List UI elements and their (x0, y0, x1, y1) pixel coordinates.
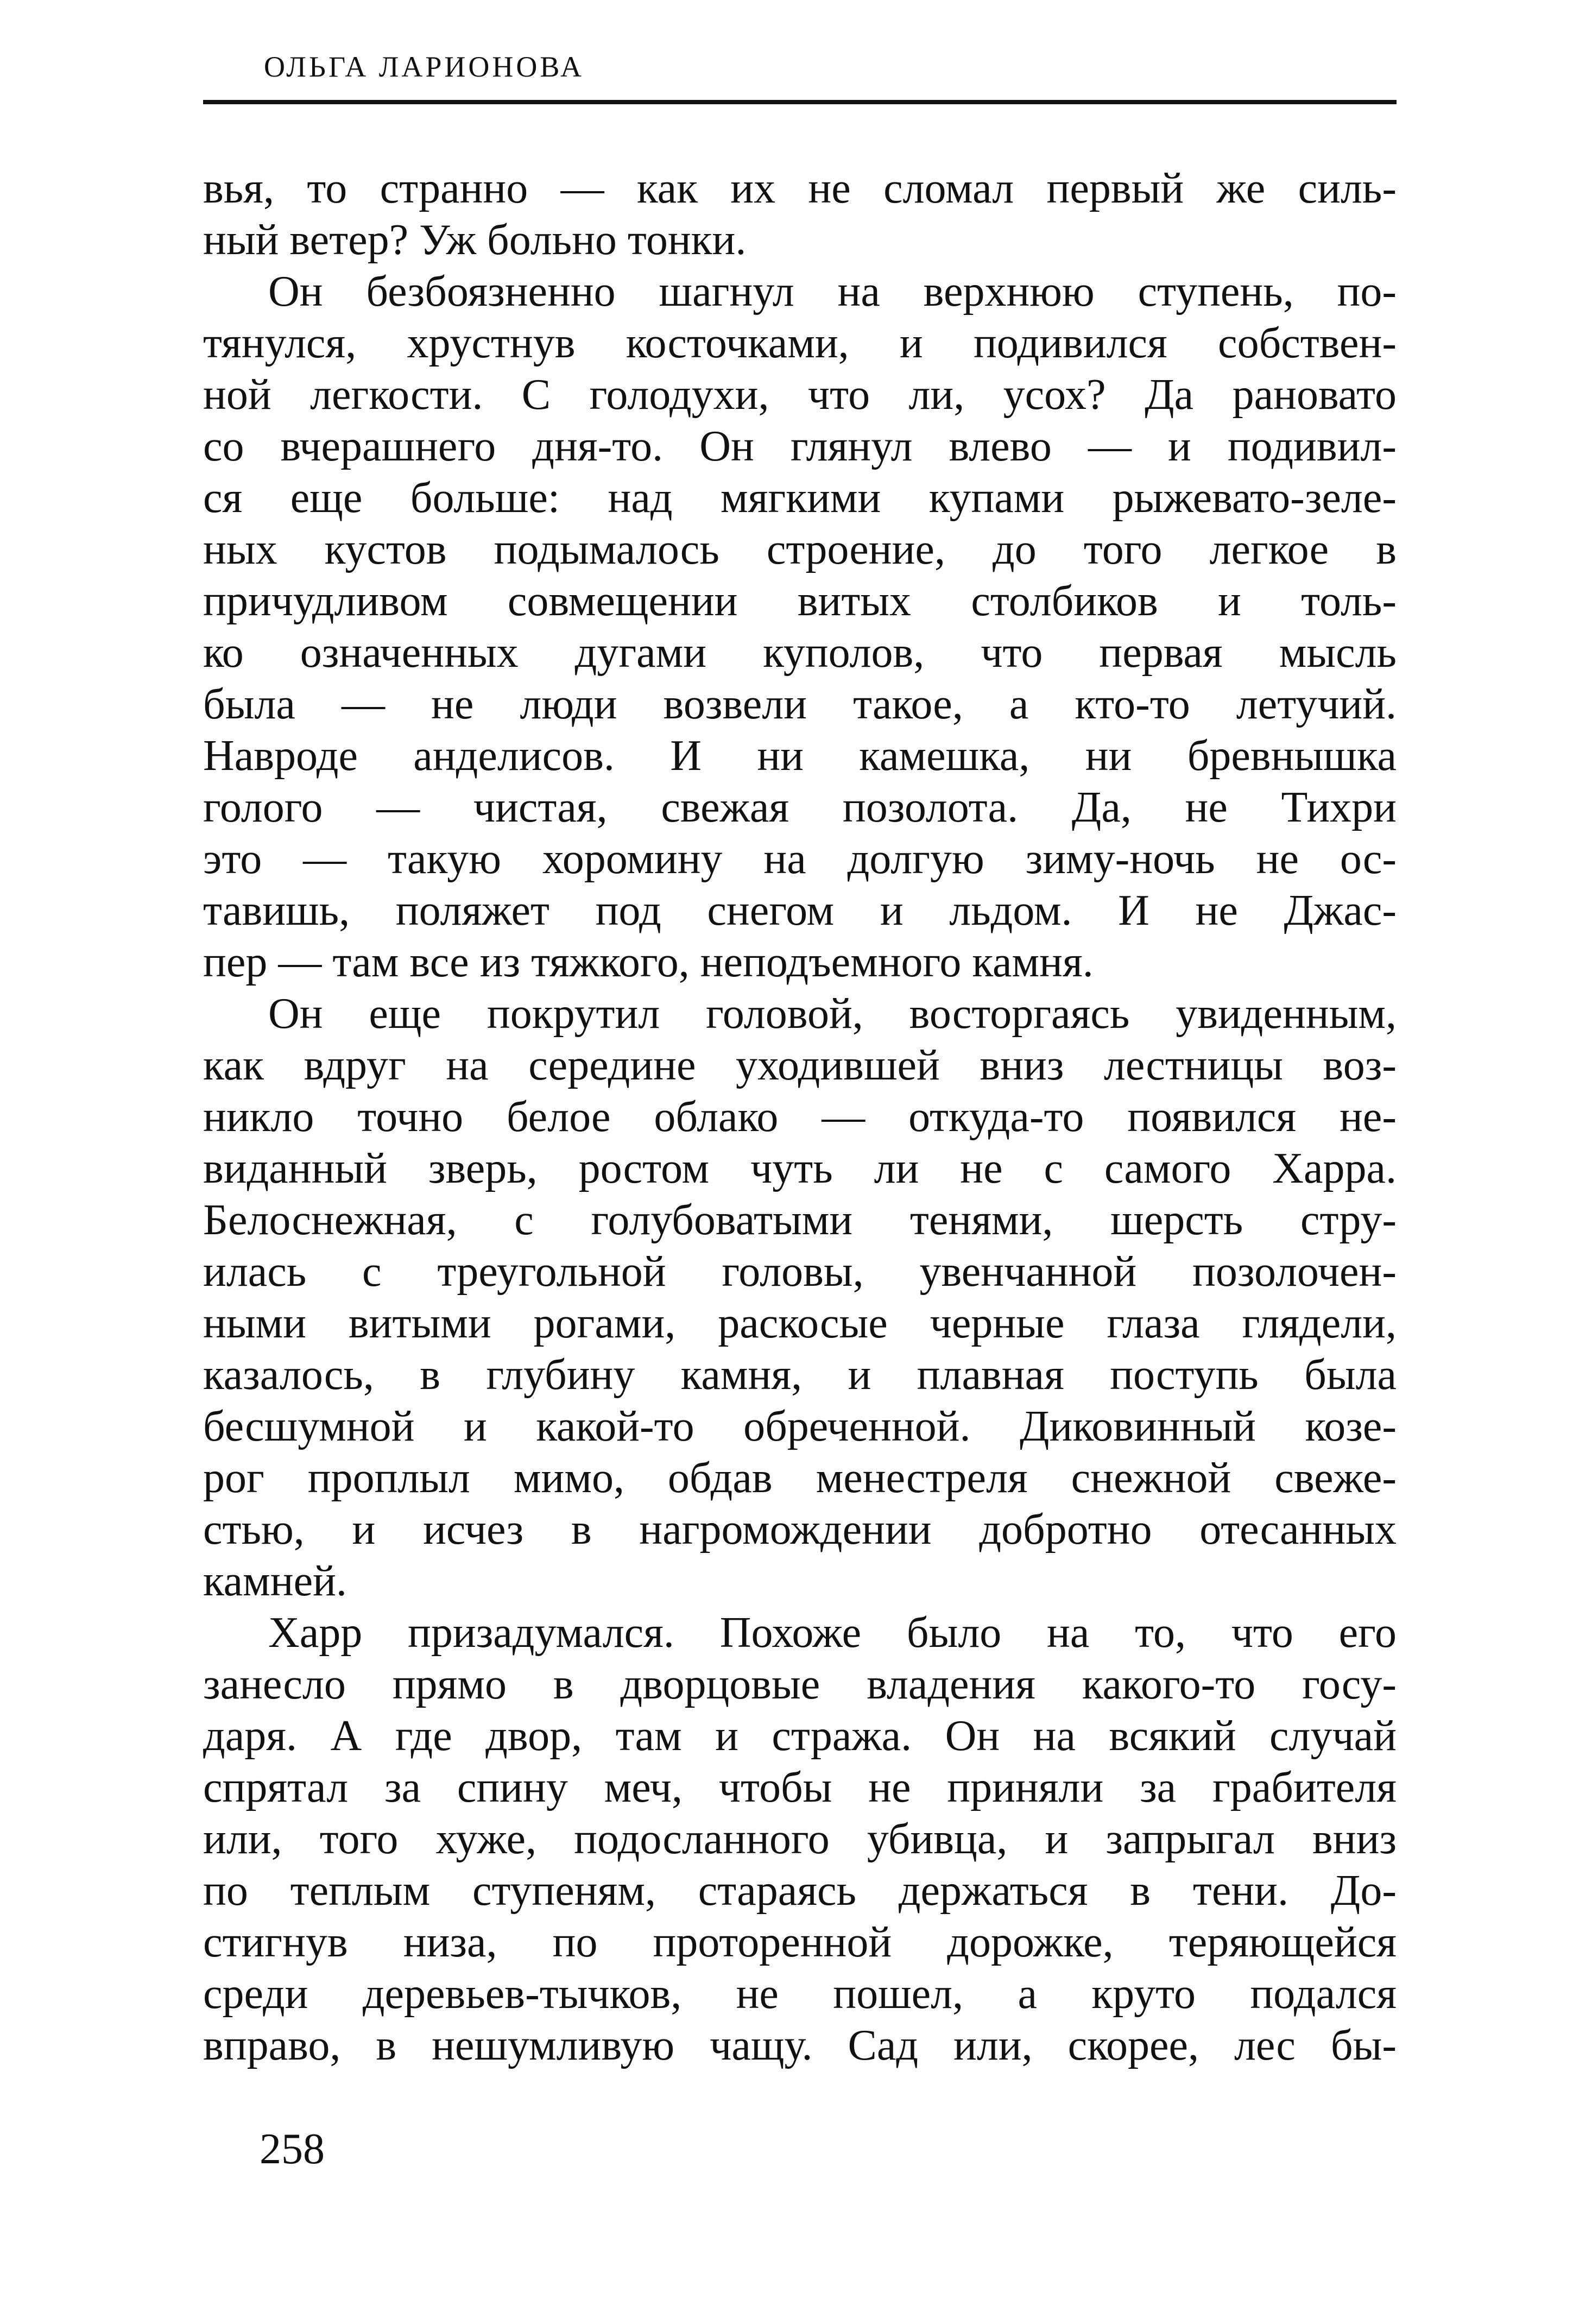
text-line: Белоснежная, с голубоватыми тенями, шерсть стру- (203, 1196, 1397, 1244)
text-line: пер — там все из тяжкого, неподъемного камня. (203, 938, 1094, 986)
text-line: причудливом совмещении витых столбиков и толь- (203, 577, 1397, 625)
text-line: никло точно белое облако — откуда-то появился не- (203, 1093, 1397, 1141)
paragraph-3 (203, 988, 1397, 1607)
text-line: ных кустов подымалось строение, до того легкое в (203, 526, 1397, 573)
text-line: занесло прямо в дворцовые владения какого-то госу- (203, 1660, 1397, 1708)
text-line: это — такую хоромину на долгую зиму-ночь не ос- (203, 835, 1397, 883)
running-head: ОЛЬГА ЛАРИОНОВА (264, 50, 585, 83)
paragraph-1 (203, 163, 1397, 266)
text-line: тавишь, поляжет под снегом и льдом. И не Джас- (203, 887, 1397, 934)
text-line: Он безбоязненно шагнул на верхнюю ступень, по- (268, 268, 1397, 315)
text-line: по теплым ступеням, стараясь держаться в тени. До- (203, 1867, 1397, 1915)
text-line: виданный зверь, ростом чуть ли не с самого Харра. (203, 1145, 1397, 1192)
text-line: рог проплыл мимо, обдав менестреля снежной свеже- (203, 1454, 1397, 1502)
paragraph-2 (203, 266, 1397, 988)
text-line: Харр призадумался. Похоже было на то, что его (268, 1609, 1397, 1657)
text-line: ный ветер? Уж больно тонки. (203, 216, 747, 264)
paragraph-4 (203, 1607, 1397, 2072)
text-line: даря. А где двор, там и стража. Он на всякий случай (203, 1712, 1397, 1760)
body-text (203, 163, 1397, 2072)
text-line: Навроде анделисов. И ни камешка, ни бревнышка (203, 732, 1397, 780)
text-line: вправо, в нешумливую чащу. Сад или, скорее, лес бы- (203, 2022, 1397, 2069)
text-line: бесшумной и какой-то обреченной. Диковинный козе- (203, 1403, 1397, 1450)
text-line: камней. (203, 1557, 347, 1605)
page-number: 258 (260, 2125, 325, 2173)
text-line: спрятал за спину меч, чтобы не приняли за грабителя (203, 1764, 1397, 1811)
text-line: голого — чистая, свежая позолота. Да, не Тихри (203, 784, 1397, 831)
text-line: была — не люди возвели такое, а кто-то летучий. (203, 680, 1397, 728)
text-line: ко означенных дугами куполов, что первая мысль (203, 629, 1397, 677)
text-line: со вчерашнего дня-то. Он глянул влево — и подивил- (203, 422, 1397, 470)
text-line: ся еще больше: над мягкими купами рыжевато-зеле- (203, 474, 1397, 522)
text-line: как вдруг на середине уходившей вниз лестницы воз- (203, 1041, 1397, 1089)
text-line: тянулся, хрустнув косточками, и подивился собствен- (203, 319, 1397, 367)
text-line: вья, то странно — как их не сломал первый же силь- (203, 165, 1397, 212)
header-rule (203, 100, 1397, 104)
text-line: стью, и исчез в нагромождении добротно отесанных (203, 1506, 1397, 1553)
text-line: или, того хуже, подосланного убивца, и запрыгал вниз (203, 1815, 1397, 1863)
text-line: ными витыми рогами, раскосые черные глаза глядели, (203, 1299, 1397, 1347)
text-line: казалось, в глубину камня, и плавная поступь была (203, 1351, 1397, 1399)
text-line: стигнув низа, по проторенной дорожке, теряющейся (203, 1918, 1397, 1966)
text-line: среди деревьев-тычков, не пошел, а круто подался (203, 1970, 1397, 2018)
text-line: Он еще покрутил головой, восторгаясь увиденным, (268, 990, 1397, 1038)
text-line: ной легкости. С голодухи, что ли, усох? Да рановато (203, 371, 1397, 419)
text-line: илась с треугольной головы, увенчанной позолочен- (203, 1248, 1397, 1296)
